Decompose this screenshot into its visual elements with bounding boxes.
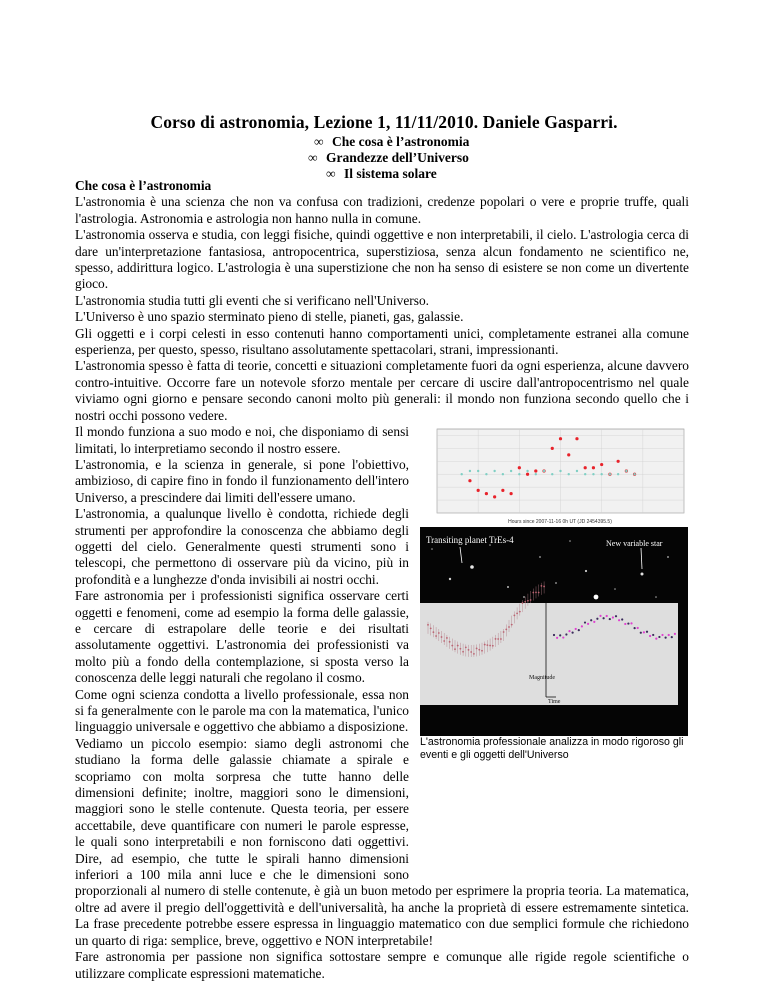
lightcurve-point [652, 634, 654, 636]
star [585, 570, 587, 572]
chart-point [600, 463, 603, 466]
toc-item [308, 150, 469, 166]
lightcurve-point [658, 636, 660, 638]
toc-bullet-icon: ∞ [326, 166, 336, 181]
photo-bottom-band [420, 705, 688, 736]
star [507, 586, 509, 588]
chart-point [493, 470, 495, 472]
lightcurve-panel-edge [678, 603, 688, 705]
lightcurve-point [572, 632, 574, 634]
lightcurve-point [634, 627, 636, 629]
chart-point [617, 460, 620, 463]
lightcurve-point [556, 637, 558, 639]
chart-point [575, 437, 578, 440]
lightcurve-point [568, 630, 570, 632]
lightcurve-point [609, 618, 611, 620]
paragraph: L'Universo è uno spazio sterminato pieno di stelle, pianeti, gas, galassie. [75, 309, 464, 325]
section-heading: Che cosa è l’astronomia [75, 178, 212, 193]
lightcurve-point [637, 627, 639, 629]
chart-point [592, 466, 595, 469]
paragraph: Gli oggetti e i corpi celesti in esso contenuti hanno comportamenti unici, completamente estranei alla comune esperienza, per questo, spesso, risultano assolutamente spettacolari, strani, impressionanti. [75, 325, 689, 358]
lightcurve-point [624, 623, 626, 625]
lightcurve-point [665, 637, 667, 639]
lightcurve-point [578, 629, 580, 631]
chart-point [477, 489, 480, 492]
paragraph: L'astronomia, e la scienza in generale, si pone l'obiettivo, ambizioso, di capire fino in fondo il funzionamento dell'intero Universo, a prescindere dai limiti dell'essere umano. [75, 456, 409, 505]
chart-point [518, 473, 520, 475]
chart-point [477, 470, 479, 472]
chart-point [576, 470, 578, 472]
chart-point [625, 470, 627, 472]
star [449, 578, 451, 580]
chart-point [551, 447, 554, 450]
planet-label: Transiting planet TrEs-4 [426, 535, 514, 545]
lightcurve-point [674, 633, 676, 635]
star [667, 556, 669, 558]
chart-point [592, 473, 594, 475]
chart-point [609, 473, 611, 475]
paragraph: L'astronomia è una scienza che non va confusa con tradizioni, credenze popolari o vere e proprie truffe, quali l'astrologia. Astronomia e astrologia non hanno nulla in comune. [75, 194, 689, 226]
lightcurve-point [590, 619, 592, 621]
chart-point [485, 492, 488, 495]
time-label: Time [548, 699, 561, 705]
paragraph: Vediamo un piccolo esempio: siamo degli astronomi che studiano la forma delle galassie chiamate a spirale e scopriamo con molta sorpresa che tutte hanno delle dimensioni definite; inoltre, maggiori sono le dimensioni, maggiori sono le stelle contenute. Questa teoria, per essere accettabile, deve quantificare con numeri le parole espresse, le quali sono interpretabili e non forniscono dati oggettivi. Dire, ad esempio, che tutte le spirali hanno dimensioni inferiori a 100 mila anni luce e che le dimensioni sono proporzionali al numero di stelle contenute, è già un buon metodo per esprimere la propria teoria. La matematica, oltre ad avere il pregio dell'oggettività e dell'universalità, ha anche la proprietà di essere estremamente sintetica. La frase precedente potrebbe essere espressa in linguaggio matematico con due semplici formule che richiedono un quarto di riga: semplice, breve, oggettivo e NON interpretabile! [75, 735, 689, 948]
toc-item [314, 134, 469, 150]
chart-point [551, 473, 553, 475]
star [655, 596, 657, 598]
chart-point [584, 473, 586, 475]
chart-point [510, 470, 512, 472]
lightcurve-point [596, 618, 598, 620]
lightcurve-point [575, 628, 577, 630]
chart-point [518, 466, 521, 469]
lightcurve-point [627, 622, 629, 624]
toc-item-label: Il sistema solare [344, 166, 437, 181]
chart-point [600, 473, 602, 475]
star [555, 582, 557, 584]
star [614, 588, 616, 590]
chart-point [526, 470, 528, 472]
lightcurve-point [668, 634, 670, 636]
paragraph: L'astronomia osserva e studia, con leggi fisiche, quindi oggettive e non interpretabili, il cielo. L'astrologia cerca di dare un'interpretazione fantasiosa, antropocentrica, superstiziosa, senza alcun fondamento ne scientifico ne, spesso, addirittura logico. L'astrologia è una superstizione che non ha senso di esistere se non come un divertente gioco. [75, 227, 689, 292]
star-field-photo [420, 527, 688, 736]
paragraph: L'astronomia studia tutti gli eventi che si verificano nell'Universo. [75, 292, 430, 308]
lightcurve-point [553, 634, 555, 636]
lightcurve-panel [420, 603, 678, 705]
toc-bullet-icon: ∞ [314, 134, 324, 149]
chart-point [534, 469, 537, 472]
lightcurve-point [603, 617, 605, 619]
toc-bullet-icon: ∞ [308, 150, 318, 165]
chart-point [526, 473, 529, 476]
chart-point [501, 489, 504, 492]
chart-point [493, 495, 496, 498]
lightcurve-point [640, 632, 642, 634]
chart-point [461, 473, 463, 475]
lightcurve-point [621, 618, 623, 620]
chart-point [584, 466, 587, 469]
chart-point [535, 473, 537, 475]
lightcurve-point [671, 636, 673, 638]
lightcurve-point [643, 631, 645, 633]
lightcurve-point [587, 623, 589, 625]
chart-x-axis-label: Hours since 2007-11-16 0h UT (JD 2454395.5) [508, 519, 612, 525]
figure [420, 426, 688, 736]
chart-point [633, 473, 635, 475]
document-title: Corso di astronomia, Lezione 1, 11/11/2010. Daniele Gasparri. [150, 112, 618, 132]
lightcurve-point [606, 615, 608, 617]
figure-caption: L'astronomia professionale analizza in modo rigoroso gli eventi e gli oggetti dell'Universo [420, 736, 684, 761]
star [523, 596, 525, 598]
paragraph: L'astronomia spesso è fatta di teorie, concetti e situazioni completamente fuori da ogni esperienza, alcune davvero contro-intuitive. Occorre fare un notevole sforzo mentale per cercare di uscire dall'antropocentrismo nel quale viviamo ogni giorno e pensare secondo canoni molto più generali: il mondo non funziona secondo quello che i nostri occhi possono vedere. [75, 358, 689, 423]
paragraph: Il mondo funziona a suo modo e noi, che disponiamo di sensi limitati, lo interpretiamo secondo il nostro essere. [75, 424, 409, 456]
chart-point [469, 470, 471, 472]
paragraph: Fare astronomia per i professionisti significa osservare certi oggetti e fenomeni, come ad esempio la forma delle galassie, e cercare di estrapolare delle teorie e dei risultati assolutamente oggettivi. L'astronomia dei professionisti va molto più a fondo della contemplazione, si sposta verso la conoscenza delle leggi naturali che regolano il cosmo. [75, 588, 409, 686]
lightcurve-point [646, 631, 648, 633]
lightcurve-point [599, 615, 601, 617]
lightcurve-point [661, 634, 663, 636]
lightcurve-point [565, 633, 567, 635]
chart-point [485, 473, 487, 475]
lightcurve-point [559, 634, 561, 636]
lightcurve-point [618, 619, 620, 621]
chart-point [559, 437, 562, 440]
chart-point [568, 473, 570, 475]
star [641, 573, 644, 576]
lightcurve-point [655, 638, 657, 640]
chart-point [468, 479, 471, 482]
star [539, 556, 541, 558]
lightcurve-point [612, 616, 614, 618]
lightcurve-point [581, 625, 583, 627]
paragraph: Come ogni scienza condotta a livello professionale, essa non si fa generalmente con le parole ma con la matematica, l'unico linguaggio universale e oggettivo che abbiamo a disposizione. [75, 686, 409, 735]
toc-item-label: Grandezze dell’Universo [326, 150, 469, 165]
lightcurve-point [615, 615, 617, 617]
chart-point [510, 492, 513, 495]
toc-item-label: Che cosa è l’astronomia [332, 134, 470, 149]
star [594, 595, 599, 600]
lightcurve-point [562, 636, 564, 638]
chart-point [559, 470, 561, 472]
star [431, 548, 433, 550]
chart-point [617, 473, 619, 475]
chart-point [502, 473, 504, 475]
paragraph: L'astronomia, a qualunque livello è condotta, richiede degli strumenti per approfondire la conoscenza che abbiamo degli oggetti del cielo. Generalmente questi strumenti sono i telescopi, che permettono di osservare più da vicino, più in profondità e a lunghezze d'onda invisibili ai nostri occhi. [75, 506, 409, 587]
magnitude-label: Magnitude [529, 675, 555, 681]
lightcurve-point [630, 622, 632, 624]
chart-point [543, 470, 545, 472]
lightcurve-point [649, 635, 651, 637]
variable-star-label: New variable star [606, 539, 663, 548]
star [569, 540, 571, 542]
light-curve-chart [420, 426, 688, 527]
lightcurve-point [584, 621, 586, 623]
lightcurve-point [593, 621, 595, 623]
star [470, 565, 474, 569]
paragraph: Fare astronomia per passione non significa sottostare sempre e comunque alle rigide regole scientifiche o utilizzare complicate espressioni matematiche. [75, 949, 689, 981]
chart-point [567, 453, 570, 456]
